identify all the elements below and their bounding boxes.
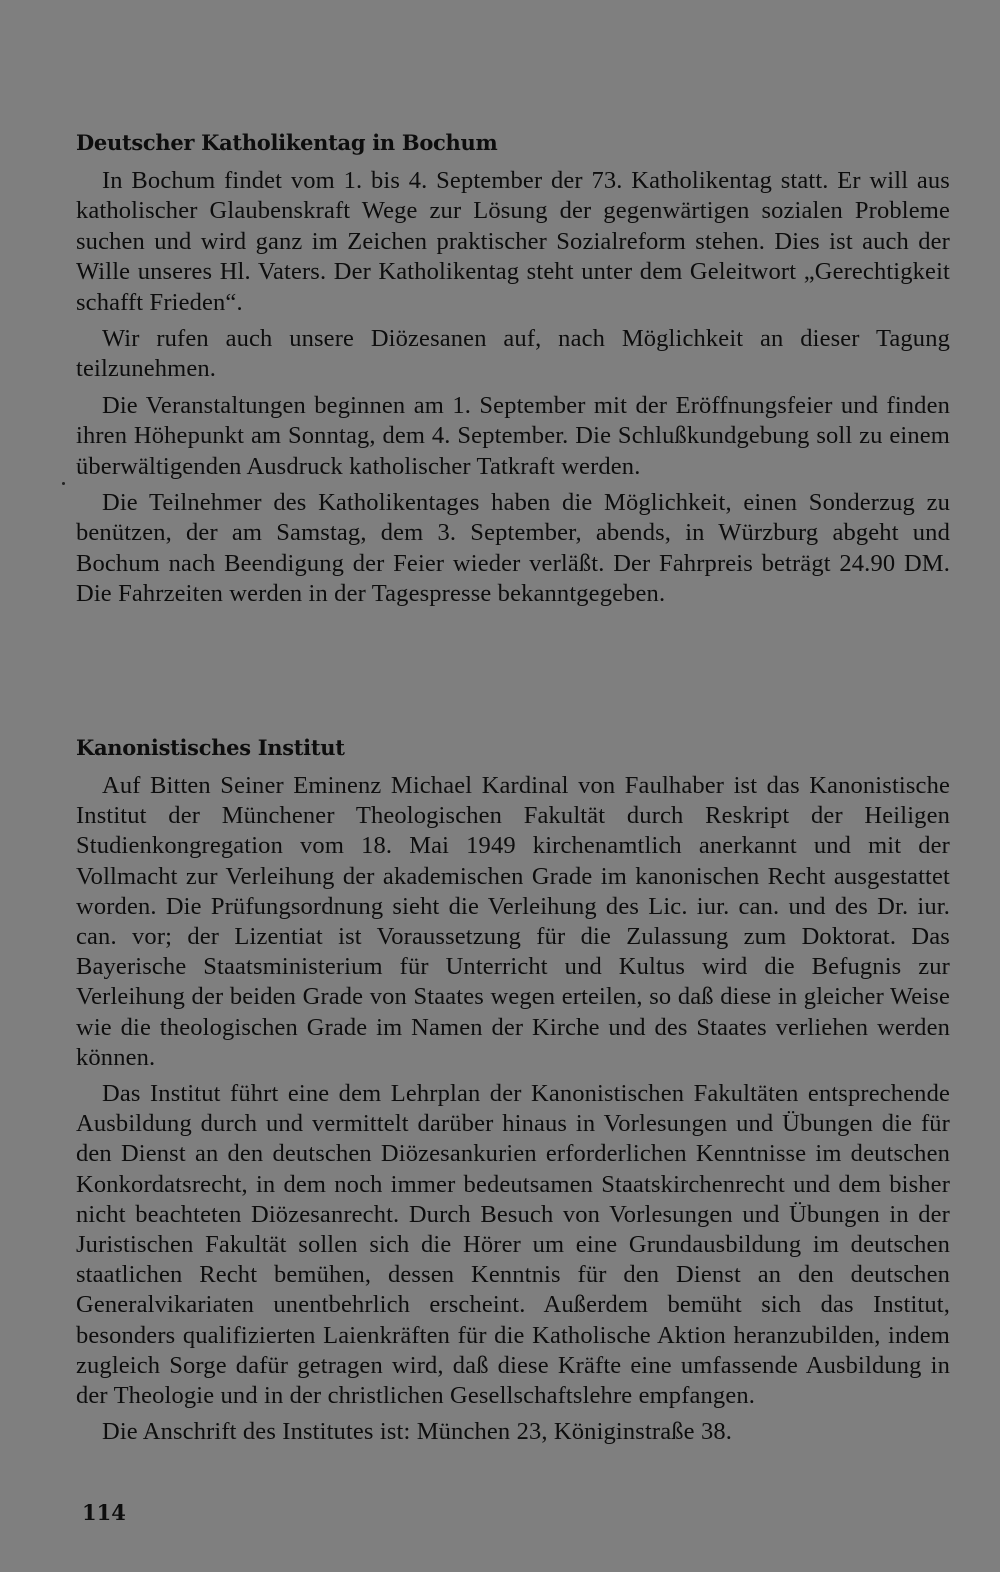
paragraph: Die Teilnehmer des Katholikentages haben die Möglichkeit, einen Sonderzug zu benützen, der am Samstag, dem 3. September, abends, in Würzburg abgeht und Bochum nach Beendigung der Feier wieder verläßt. Der Fahrpreis beträgt 24.90 DM. Die Fahrzeiten werden in der Tagespresse bekanntgegeben. xyxy=(76,489,950,608)
paragraph: Wir rufen auch unsere Diözesanen auf, nach Möglichkeit an dieser Tagung teilzunehmen. xyxy=(76,325,950,383)
page-number: 114 xyxy=(82,1500,126,1525)
print-speck xyxy=(62,482,65,485)
paragraph: Das Institut führt eine dem Lehrplan der Kanonistischen Fakultäten entsprechende Ausbildung durch und vermittelt darüber hinaus in Vorlesungen und Übungen die für den Dienst an den deutschen Diözesankurien erforderlichen Kenntnisse im deutschen Konkordatsrecht, in dem noch immer bedeutsamen Staatskirchenrecht und dem bisher nicht beachteten Diözesanrecht. Durch Besuch von Vorlesungen und Übungen in der Juristischen Fakultät sollen sich die Hörer um eine Grundausbildung im deutschen staatlichen Recht bemühen, dessen Kenntnis für den Dienst an den deutschen Generalvikariaten unentbehrlich erscheint. Außerdem bemüht sich das Institut, besonders qualifizierten Laienkräften für die Katholische Aktion heranzubilden, indem zugleich Sorge dafür getragen wird, daß diese Kräfte eine umfassende Ausbildung in der Theologie und in der christlichen Gesellschaftslehre empfangen. xyxy=(76,1080,950,1410)
section-heading: Deutscher Katholikentag in Bochum xyxy=(76,130,498,155)
paragraph: Auf Bitten Seiner Eminenz Michael Kardinal von Faulhaber ist das Kanonistische Institut der Münchener Theologischen Fakultät durch Reskript der Heiligen Studienkongregation vom 18. Mai 1949 kirchenamtlich anerkannt und mit der Vollmacht zur Verleihung der akademischen Grade im kanonischen Recht ausgestattet worden. Die Prüfungsordnung sieht die Verleihung des Lic. iur. can. und des Dr. iur. can. vor; der Lizentiat ist Voraussetzung für die Zulassung zum Doktorat. Das Bayerische Staatsministerium für Unterricht und Kultus wird die Befugnis zur Verleihung der beiden Grade von Staates wegen erteilen, so daß diese in gleicher Weise wie die theologischen Grade im Namen der Kirche und des Staates verliehen werden können. xyxy=(76,772,950,1071)
section-kanonistisches-institut xyxy=(76,733,950,1453)
section-heading: Kanonistisches Institut xyxy=(76,735,345,760)
paragraph: Die Veranstaltungen beginnen am 1. September mit der Eröffnungsfeier und finden ihren Höhepunkt am Sonntag, dem 4. September. Die Schlußkundgebung soll zu einem überwältigenden Ausdruck katholischer Tatkraft werden. xyxy=(76,391,950,480)
section-katholikentag xyxy=(76,128,950,616)
paragraph: Die Anschrift des Institutes ist: München 23, Königinstraße 38. xyxy=(102,1418,733,1446)
paragraph: In Bochum findet vom 1. bis 4. September der 73. Katholikentag statt. Er will aus katholischer Glaubenskraft Wege zur Lösung der gegenwärtigen sozialen Probleme suchen und wird ganz im Zeichen praktischer Sozialreform stehen. Dies ist auch der Wille unseres Hl. Vaters. Der Katholikentag steht unter dem Geleitwort „Gerechtigkeit schafft Frieden“. xyxy=(76,167,950,316)
document-page xyxy=(76,0,950,1572)
